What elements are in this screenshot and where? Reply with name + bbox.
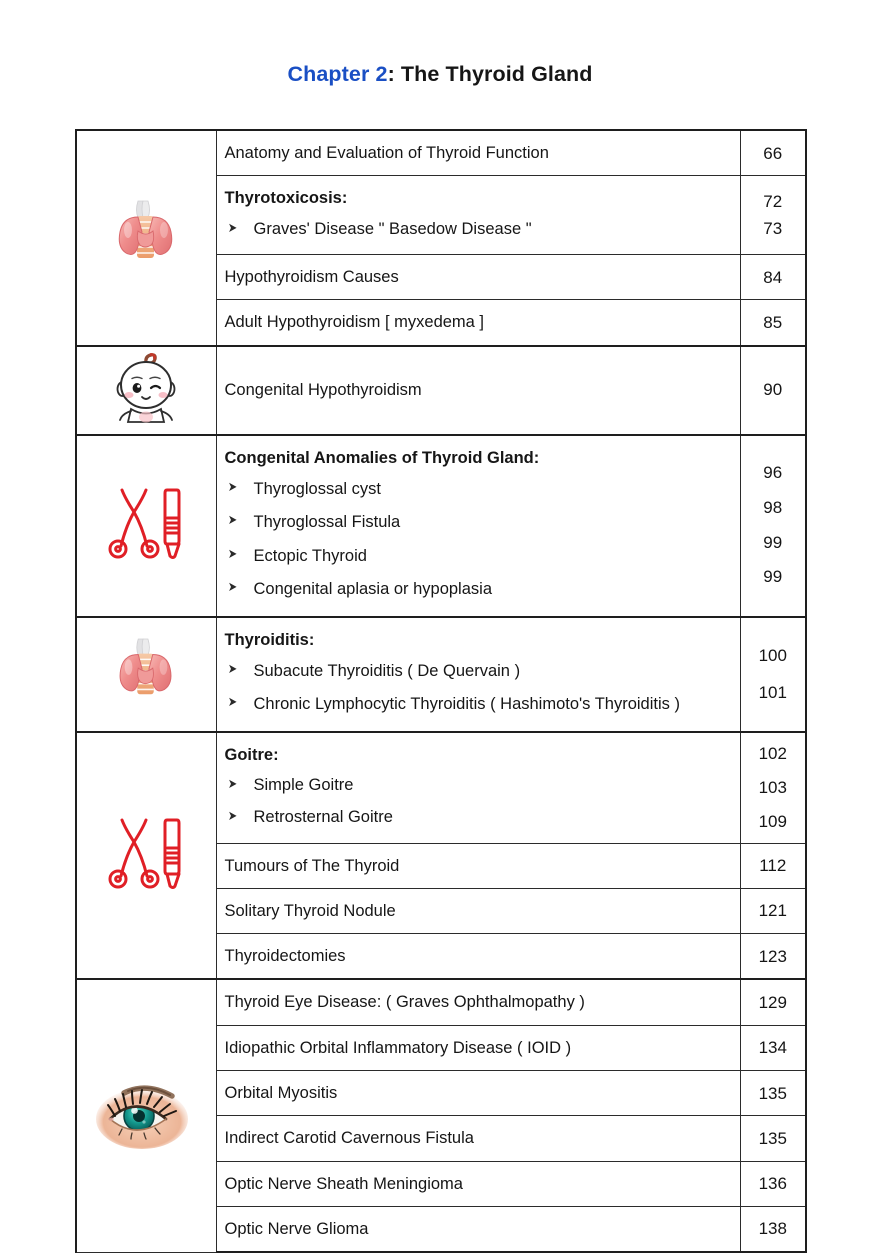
list-item-label: Simple Goitre <box>253 776 354 795</box>
page-number-cell <box>740 346 806 435</box>
icon-cell-baby <box>76 346 216 435</box>
list-item <box>225 473 740 506</box>
entry-cell <box>216 435 740 617</box>
page-number: 136 <box>758 1174 787 1194</box>
page-number: 129 <box>758 992 787 1012</box>
entry-title: Anatomy and Evaluation of Thyroid Function <box>224 144 549 162</box>
page-number: 109 <box>758 811 787 831</box>
entry-title: Tumours of The Thyroid <box>224 856 400 875</box>
page-number: 135 <box>758 1128 787 1148</box>
table-row <box>76 346 806 435</box>
list-item <box>225 540 740 573</box>
icon-cell-surgical-instruments <box>76 435 216 617</box>
page-number: 99 <box>763 532 783 552</box>
page-number-cell <box>740 979 806 1025</box>
chapter-label: Chapter 2 <box>287 62 388 86</box>
table-of-contents <box>75 129 807 1253</box>
icon-cell-thyroid-gland <box>76 130 216 346</box>
list-item <box>225 770 740 801</box>
sub-entry-list <box>225 473 740 607</box>
page-number: 103 <box>758 777 787 797</box>
entry-cell <box>216 1116 740 1161</box>
page-number: 99 <box>763 567 783 587</box>
page-number: 101 <box>758 683 787 703</box>
arrow-bullet-icon: ➤ <box>227 219 237 235</box>
sub-entry-list <box>225 770 740 833</box>
entry-cell <box>216 176 740 255</box>
page-number: 121 <box>758 901 787 921</box>
list-item-label: Thyroglossal cyst <box>253 479 381 498</box>
table-row <box>76 435 806 617</box>
page-number: 102 <box>758 743 787 763</box>
list-item <box>225 688 740 721</box>
entry-cell <box>216 346 740 435</box>
list-item-label: Ectopic Thyroid <box>253 546 367 565</box>
page-number-cell <box>740 1206 806 1252</box>
page-number: 72 <box>763 191 783 211</box>
entry-cell <box>216 1206 740 1252</box>
icon-cell-eye <box>76 979 216 1252</box>
page-number-cell <box>740 130 806 176</box>
entry-cell <box>216 1070 740 1115</box>
page-number: 96 <box>763 462 783 482</box>
page-number: 135 <box>758 1083 787 1103</box>
entry-heading: Congenital Anomalies of Thyroid Gland: <box>224 448 540 467</box>
table-row <box>76 979 806 1025</box>
page-number-cell <box>740 732 806 844</box>
table-row <box>76 617 806 732</box>
entry-title: Thyroidectomies <box>224 947 346 966</box>
arrow-bullet-icon: ➤ <box>227 660 237 676</box>
page-number-cell <box>740 176 806 255</box>
entry-title: Hypothyroidism Causes <box>224 267 399 286</box>
entry-cell <box>216 617 740 732</box>
thyroid-gland-icon <box>114 635 178 709</box>
eye-icon <box>94 1071 198 1157</box>
list-item-label: Graves' Disease " Basedow Disease " <box>253 219 532 238</box>
entry-cell <box>216 300 740 346</box>
list-item-label: Thyroglossal Fistula <box>253 513 401 532</box>
entry-title: Orbital Myositis <box>224 1083 338 1102</box>
list-item <box>225 802 740 833</box>
page-number-cell <box>740 934 806 980</box>
entry-cell <box>216 979 740 1025</box>
page-number: 100 <box>758 645 787 665</box>
entry-title: Thyroid Eye Disease: ( Graves Ophthalmopathy ) <box>224 993 585 1012</box>
list-item-label: Subacute Thyroiditis ( De Quervain ) <box>253 661 521 680</box>
page-number-cell <box>740 1161 806 1206</box>
page-number: 90 <box>763 380 783 400</box>
sub-entry-list <box>225 214 740 245</box>
baby-icon <box>109 351 183 425</box>
page-number: 134 <box>758 1038 787 1058</box>
list-item <box>225 506 740 539</box>
list-item-label: Congenital aplasia or hypoplasia <box>253 580 492 599</box>
page-number-cell <box>740 843 806 888</box>
arrow-bullet-icon: ➤ <box>227 579 237 595</box>
entry-cell <box>216 1025 740 1070</box>
list-item-label: Chronic Lymphocytic Thyroiditis ( Hashimoto's Thyroiditis ) <box>253 695 680 714</box>
page-title <box>0 62 880 87</box>
entry-cell <box>216 934 740 980</box>
page-number-cell <box>740 1070 806 1115</box>
arrow-bullet-icon: ➤ <box>227 694 237 710</box>
surgical-instruments-icon <box>106 810 186 896</box>
table-row <box>76 732 806 844</box>
page-number-cell <box>740 1025 806 1070</box>
entry-heading: Thyroiditis: <box>224 630 315 649</box>
page-number: 73 <box>763 219 783 239</box>
entry-title: Solitary Thyroid Nodule <box>224 901 396 920</box>
entry-title: Optic Nerve Glioma <box>224 1219 369 1238</box>
entry-cell <box>216 843 740 888</box>
page-number: 85 <box>763 312 783 332</box>
thyroid-gland-icon <box>113 197 179 273</box>
list-item-label: Retrosternal Goitre <box>253 807 393 826</box>
page-number: 112 <box>759 856 787 876</box>
page-number: 84 <box>763 267 783 287</box>
entry-title: Adult Hypothyroidism [ myxedema ] <box>224 313 485 332</box>
entry-title: Indirect Carotid Cavernous Fistula <box>224 1129 474 1148</box>
page-number-cell <box>740 435 806 617</box>
entry-cell <box>216 1161 740 1206</box>
table-row <box>76 130 806 176</box>
entry-title: Idiopathic Orbital Inflammatory Disease ( IOID ) <box>224 1038 572 1057</box>
entry-heading: Thyrotoxicosis: <box>224 189 348 208</box>
page-number: 66 <box>763 143 783 163</box>
page-number: 138 <box>758 1219 787 1239</box>
list-item <box>225 655 740 688</box>
arrow-bullet-icon: ➤ <box>227 807 237 823</box>
page-number-cell <box>740 1116 806 1161</box>
arrow-bullet-icon: ➤ <box>227 478 237 494</box>
sub-entry-list <box>225 655 740 722</box>
list-item <box>225 573 740 606</box>
arrow-bullet-icon: ➤ <box>227 512 237 528</box>
surgical-instruments-icon <box>106 480 186 566</box>
page-number: 98 <box>763 497 783 517</box>
page-number-cell <box>740 300 806 346</box>
icon-cell-thyroid-gland <box>76 617 216 732</box>
list-item <box>225 214 740 245</box>
arrow-bullet-icon: ➤ <box>227 545 237 561</box>
page-number: 123 <box>758 946 787 966</box>
entry-cell <box>216 888 740 933</box>
entry-cell <box>216 130 740 176</box>
page-number-cell <box>740 888 806 933</box>
chapter-name: : The Thyroid Gland <box>387 62 593 86</box>
entry-heading: Goitre: <box>224 746 279 765</box>
page-number-cell <box>740 617 806 732</box>
entry-title: Optic Nerve Sheath Meningioma <box>224 1174 463 1193</box>
entry-title: Congenital Hypothyroidism <box>224 380 422 399</box>
entry-cell <box>216 732 740 844</box>
arrow-bullet-icon: ➤ <box>227 776 237 792</box>
icon-cell-surgical-instruments <box>76 732 216 980</box>
page-number-cell <box>740 254 806 299</box>
entry-cell <box>216 254 740 299</box>
